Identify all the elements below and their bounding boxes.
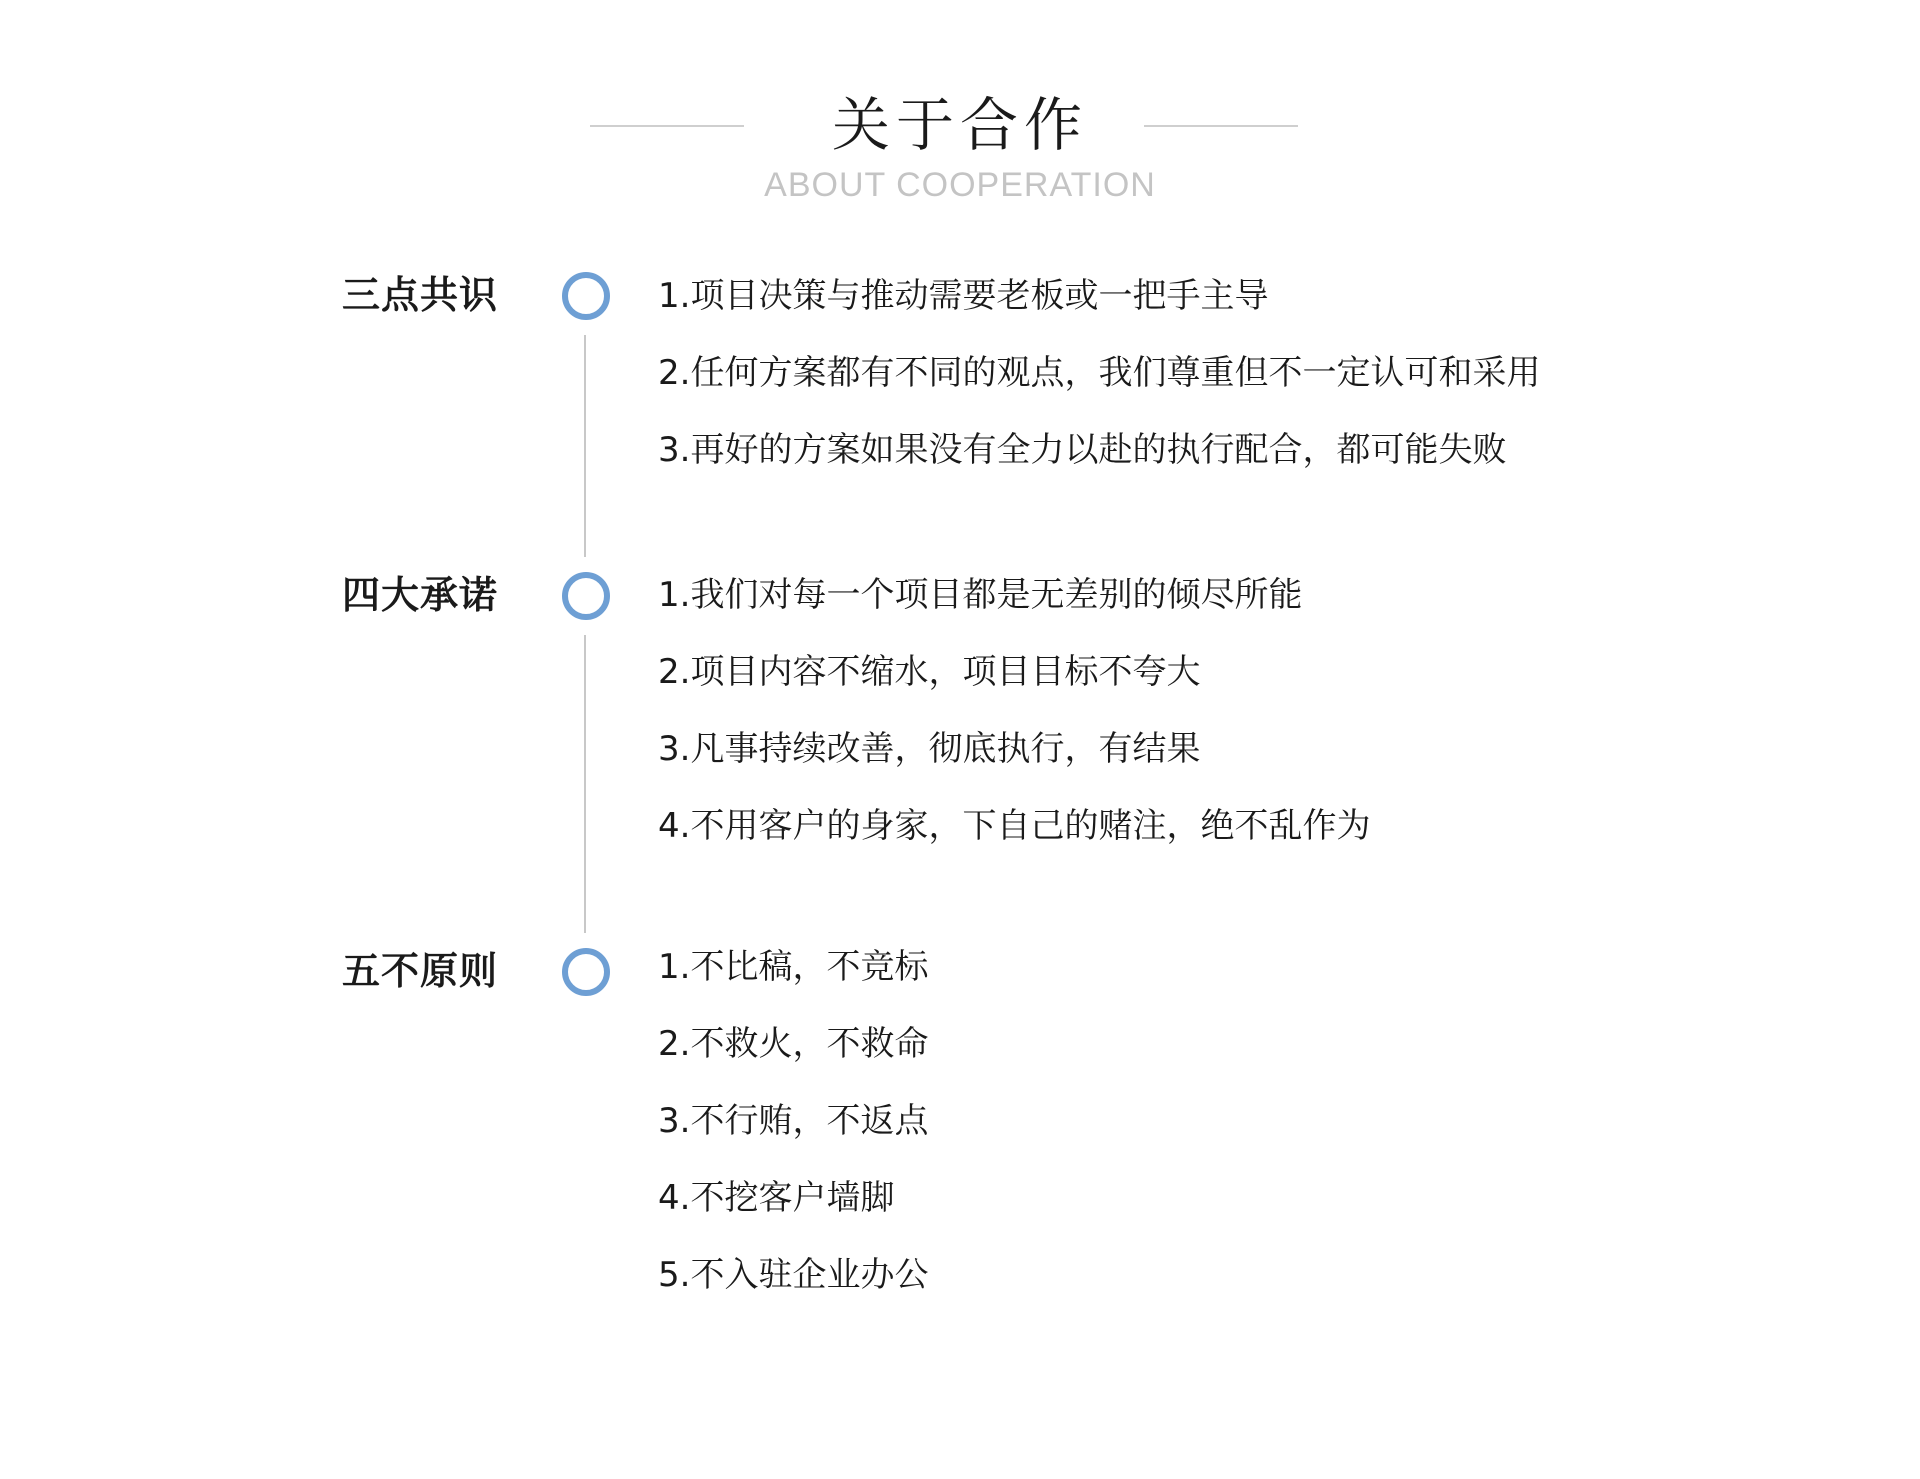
section-label: 四大承诺 [342,573,499,617]
section-item-list [658,557,1370,865]
timeline-node-icon [562,572,610,620]
list-item: 1.项目决策与推动需要老板或一把手主导 [658,276,1269,316]
title-divider-right [1144,125,1298,127]
list-item: 3.不行贿，不返点 [658,1101,929,1141]
list-item: 3.再好的方案如果没有全力以赴的执行配合，都可能失败 [658,430,1507,470]
timeline-node-icon [562,272,610,320]
timeline-node-icon [562,948,610,996]
section-label: 三点共识 [342,273,499,317]
list-item: 4.不用客户的身家，下自己的赌注，绝不乱作为 [658,806,1371,846]
list-item: 3.凡事持续改善，彻底执行，有结果 [658,729,1201,769]
timeline-connector-1 [584,335,586,557]
timeline-connector-2 [584,635,586,933]
list-item: 4.不挖客户墙脚 [658,1178,895,1218]
section-label: 五不原则 [342,949,499,993]
list-item: 1.我们对每一个项目都是无差别的倾尽所能 [658,575,1303,615]
section-item-list [658,929,928,1314]
list-item: 2.任何方案都有不同的观点，我们尊重但不一定认可和采用 [658,353,1541,393]
section-item-list [658,258,1540,489]
list-item: 1.不比稿，不竞标 [658,947,929,987]
list-item: 2.项目内容不缩水，项目目标不夸大 [658,652,1201,692]
page-title: 关于合作 [831,91,1088,159]
list-item: 5.不入驻企业办公 [658,1255,929,1295]
page-header [0,0,1920,220]
page-subtitle: ABOUT COOPERATION [764,166,1156,204]
list-item: 2.不救火，不救命 [658,1024,929,1064]
